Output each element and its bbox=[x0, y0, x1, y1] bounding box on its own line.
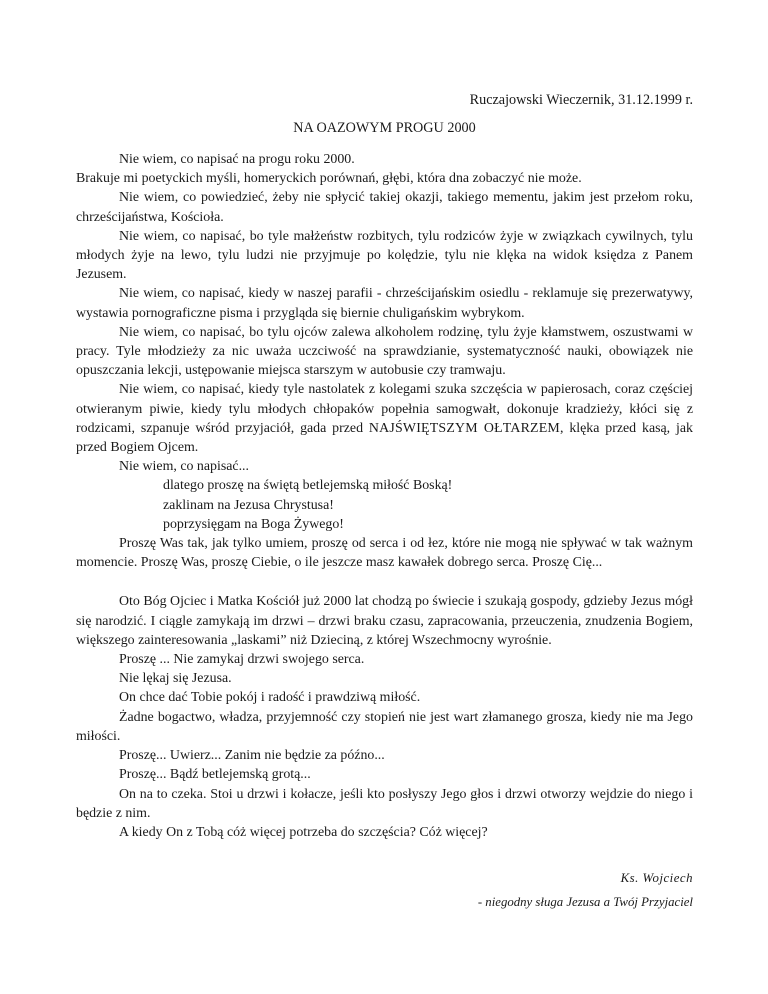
paragraph-spacer bbox=[76, 572, 693, 592]
paragraph: Nie wiem, co napisać, bo tylu ojców zalewa alkoholem rodzinę, tylu żyje kłamstwem, oszustwami w pracy. Tyle młodzieży za nic uważa uczciwość na sprawdzianie, systematyczność nauki, obowiązek nie opuszczania lekcji, ustępowanie miejsca starszym w autobusie czy tramwaju. bbox=[76, 324, 693, 379]
paragraph: Oto Bóg Ojciec i Matka Kościół już 2000 lat chodzą po świecie i szukają gospody, gdzieby Jezus mógł się narodzić. I ciągle zamykają im drzwi – drzwi braku czasu, zapracowania, przeuczenia, znudzenia Bogiem, większego zainteresowania „laskami” niż Dzieciną, z której Wszechmocny wyrośnie. bbox=[76, 594, 693, 648]
paragraph: Nie wiem, co napisać, kiedy w naszej parafii - chrześcijańskim osiedlu - reklamuje się prezerwatywy, wystawia pornograficzne pisma i przygląda się biernie chuligańskim wybrykom. bbox=[76, 286, 693, 321]
source-date-line: Ruczajowski Wieczernik, 31.12.1999 r. bbox=[469, 92, 693, 108]
paragraph: Nie wiem, co powiedzieć, żeby nie spłycić takiej okazji, takiego mementu, jakim jest przełom roku, chrześcijaństwa, Kościoła. bbox=[76, 190, 693, 225]
document-body bbox=[76, 150, 693, 842]
paragraph-text: Nie wiem, co napisać, kiedy tyle nastolatek z kolegami szuka szczęścia w papierosach, coraz częściej otwieranym piwie, kiedy tylu młodych chłopaków popełnia samogwałt, dokonuje kradzieży, kłóci się z rodzicami, szpanuje wśród przyjaciół, gada przed bbox=[76, 382, 693, 436]
paragraph: Nie wiem, co napisać na progu roku 2000. bbox=[119, 152, 355, 167]
paragraph-text: , klęka przed kasą, jak przed Bogiem Ojcem. bbox=[76, 420, 693, 456]
signature-role: - niegodny sługa Jezusa a Twój Przyjaciel bbox=[477, 895, 693, 909]
indented-line: poprzysięgam na Boga Żywego! bbox=[163, 516, 344, 532]
paragraph: Proszę ... Nie zamykaj drzwi swojego serca. bbox=[119, 652, 365, 668]
signature-name: Ks. Wojciech bbox=[620, 871, 693, 885]
paragraph: Nie wiem, co napisać, bo tyle małżeństw rozbitych, tylu rodziców żyje w związkach cywilnych, tylu młodych żyje na lewo, tylu ludzi nie przyjmuje po kolędzie, tylu nie klęka na widok księdza z Panem Jezusem. bbox=[76, 228, 693, 283]
paragraph: Nie lękaj się Jezusa. bbox=[119, 671, 232, 687]
signature-block bbox=[478, 866, 693, 914]
emphasized-caps-text: NAJŚWIĘTSZYM OŁTARZEM bbox=[368, 420, 560, 436]
indented-line: dlatego proszę na świętą betlejemską miłość Boską! bbox=[163, 478, 453, 494]
paragraph: Proszę Was tak, jak tylko umiem, proszę od serca i od łez, które nie mogą nie spływać w tak ważnym momencie. Proszę Was, proszę Ciebie, o ile jeszcze masz kawałek dobrego serca. Proszę Cię... bbox=[76, 536, 693, 571]
paragraph bbox=[76, 380, 693, 457]
indented-line: zaklinam na Jezusa Chrystusa! bbox=[163, 497, 334, 513]
paragraph: A kiedy On z Tobą cóż więcej potrzeba do szczęścia? Cóż więcej? bbox=[119, 824, 488, 840]
paragraph: Żadne bogactwo, władza, przyjemność czy stopień nie jest wart złamanego grosza, kiedy nie ma Jego miłości. bbox=[76, 709, 693, 744]
paragraph: On chce dać Tobie pokój i radość i prawdziwą miłość. bbox=[119, 690, 421, 706]
paragraph: Proszę... Bądź betlejemską grotą... bbox=[119, 767, 311, 783]
paragraph: Brakuje mi poetyckich myśli, homeryckich porównań, głębi, która dna zobaczyć nie może. bbox=[76, 171, 582, 187]
document-title: NA OAZOWYM PROGU 2000 bbox=[293, 120, 476, 136]
paragraph: On na to czeka. Stoi u drzwi i kołacze, jeśli kto posłyszy Jego głos i drzwi otworzy wejdzie do niego i będzie z nim. bbox=[76, 786, 693, 821]
paragraph: Proszę... Uwierz... Zanim nie będzie za późno... bbox=[119, 748, 385, 764]
paragraph: Nie wiem, co napisać... bbox=[119, 459, 249, 475]
